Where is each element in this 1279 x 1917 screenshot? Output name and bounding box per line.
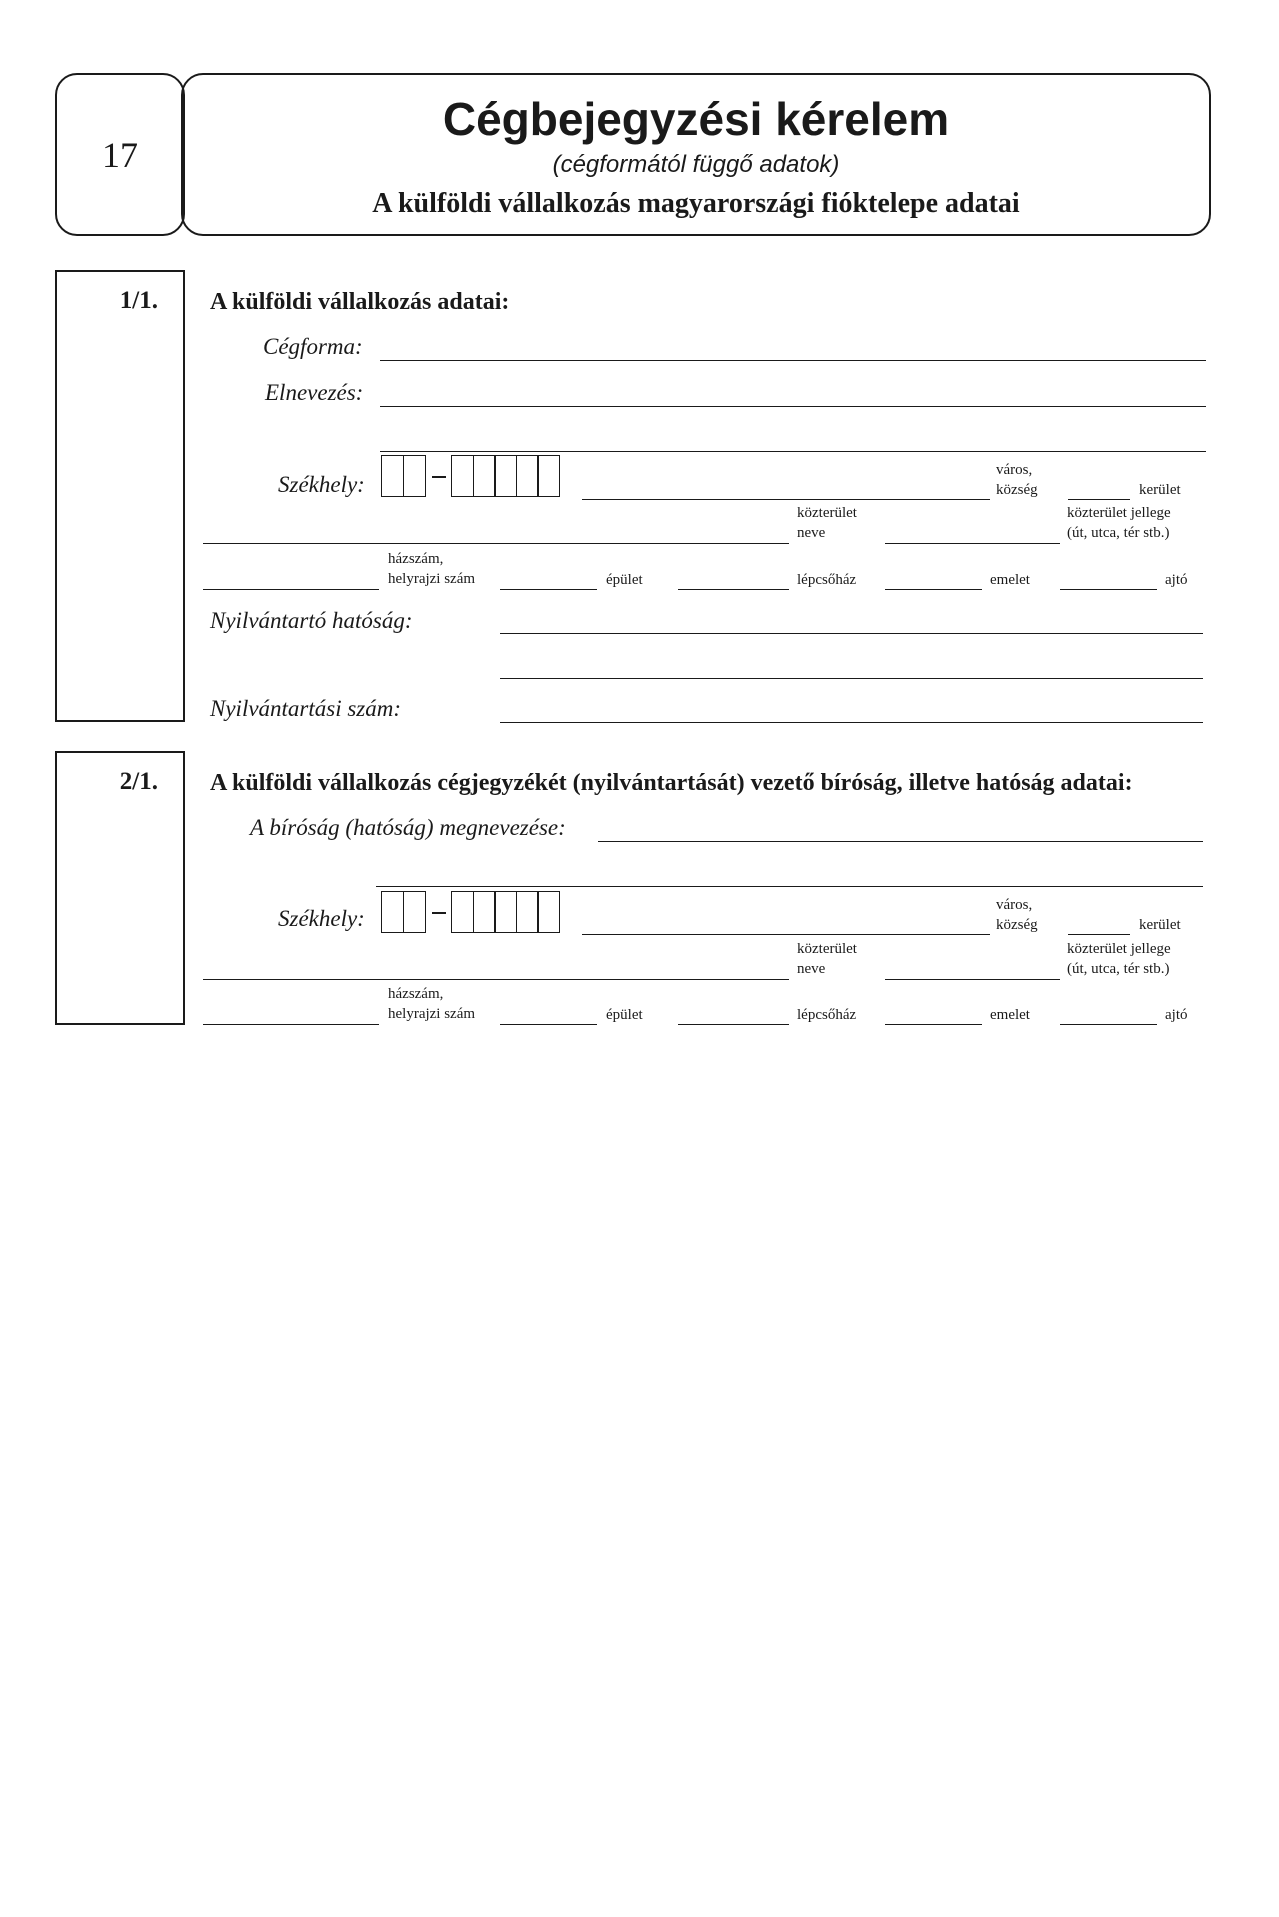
cegforma-label: Cégforma: — [263, 334, 363, 359]
nyilvantartasi-szam-label: Nyilvántartási szám: — [210, 696, 402, 721]
lepcsohaz-field[interactable] — [678, 589, 789, 590]
ajto2-label: ajtó — [1165, 1007, 1188, 1023]
elnevezes-field[interactable] — [380, 406, 1206, 407]
szekhely2-label: Székhely: — [278, 906, 365, 931]
postcode-cell[interactable] — [451, 455, 474, 497]
kozterulet-jellege2-label: közterület jellege (út, utca, tér stb.) — [1067, 941, 1171, 977]
postcode-cells-1[interactable] — [381, 455, 424, 499]
form-number: 17 — [102, 135, 138, 175]
lepcsohaz2-field[interactable] — [678, 1024, 789, 1025]
birosag-field-2[interactable] — [376, 886, 1203, 887]
elnevezes-field-2[interactable] — [380, 451, 1206, 452]
kozterulet-jellege-field[interactable] — [885, 543, 1060, 544]
emelet-field[interactable] — [885, 589, 982, 590]
page-subtitle: (cégformától függő adatok) — [552, 151, 840, 178]
kozterulet-neve-field[interactable] — [203, 543, 789, 544]
birosag-label: A bíróság (hatóság) megnevezése: — [250, 815, 566, 840]
nyilvantarto-field-2[interactable] — [500, 678, 1203, 679]
ajto-field[interactable] — [1060, 589, 1157, 590]
postcode-cell[interactable] — [403, 891, 426, 933]
varos2-field[interactable] — [582, 934, 990, 935]
section2-number: 2/1. — [119, 768, 158, 795]
epulet2-label: épület — [606, 1007, 643, 1023]
hazszam-label: házszám, helyrajzi szám — [388, 551, 476, 587]
kerulet2-field[interactable] — [1068, 934, 1130, 935]
postcode2-cells-2[interactable] — [451, 891, 559, 935]
ajto-label: ajtó — [1165, 572, 1188, 588]
kerulet2-label: kerület — [1139, 917, 1181, 933]
elnevezes-label: Elnevezés: — [265, 380, 364, 405]
kozterulet-jellege2-field[interactable] — [885, 979, 1060, 980]
postcode-cell[interactable] — [516, 891, 539, 933]
nyilvantarto-label: Nyilvántartó hatóság: — [210, 608, 413, 633]
varos-field[interactable] — [582, 499, 990, 500]
epulet2-field[interactable] — [500, 1024, 597, 1025]
hazszam2-label: házszám, helyrajzi szám — [388, 986, 476, 1022]
postcode-cell[interactable] — [494, 891, 517, 933]
postcode-cell[interactable] — [403, 455, 426, 497]
postcode-cell[interactable] — [473, 455, 496, 497]
postcode-cell[interactable] — [494, 455, 517, 497]
postcode2-dash — [432, 912, 446, 914]
postcode-cell[interactable] — [381, 455, 404, 497]
section2-title: A külföldi vállalkozás cégjegyzékét (nyilvántartását) vezető bíróság, illetve hatóság adatai: — [210, 770, 1133, 796]
epulet-field[interactable] — [500, 589, 597, 590]
kerulet-label: kerület — [1139, 482, 1181, 498]
postcode-cell[interactable] — [381, 891, 404, 933]
postcode-cell[interactable] — [451, 891, 474, 933]
emelet2-label: emelet — [990, 1007, 1030, 1023]
postcode-cell[interactable] — [537, 455, 560, 497]
lepcsohaz-label: lépcsőház — [797, 572, 857, 588]
kerulet-field[interactable] — [1068, 499, 1130, 500]
epulet-label: épület — [606, 572, 643, 588]
nyilvantartasi-szam-field[interactable] — [500, 722, 1203, 723]
kozterulet-neve2-field[interactable] — [203, 979, 789, 980]
kozterulet-jellege-label: közterület jellege (út, utca, tér stb.) — [1067, 505, 1171, 541]
postcode-cells-2[interactable] — [451, 455, 559, 499]
ajto2-field[interactable] — [1060, 1024, 1157, 1025]
section1-number: 1/1. — [119, 287, 158, 314]
varos-label: város, község — [996, 462, 1038, 498]
page-title: Cégbejegyzési kérelem — [442, 93, 950, 145]
section1-title: A külföldi vállalkozás adatai: — [210, 289, 510, 315]
page-heading: A külföldi vállalkozás magyarországi fióktelepe adatai — [372, 188, 1020, 219]
nyilvantarto-field[interactable] — [500, 633, 1203, 634]
postcode-dash — [432, 476, 446, 478]
hazszam2-field[interactable] — [203, 1024, 379, 1025]
emelet-label: emelet — [990, 572, 1030, 588]
cegforma-field[interactable] — [380, 360, 1206, 361]
szekhely-label: Székhely: — [278, 472, 365, 497]
postcode-cell[interactable] — [516, 455, 539, 497]
lepcsohaz2-label: lépcsőház — [797, 1007, 857, 1023]
varos2-label: város, község — [996, 897, 1038, 933]
birosag-field[interactable] — [598, 841, 1203, 842]
kozterulet-neve-label: közterület neve — [797, 505, 857, 541]
hazszam-field[interactable] — [203, 589, 379, 590]
postcode-cell[interactable] — [473, 891, 496, 933]
emelet2-field[interactable] — [885, 1024, 982, 1025]
postcode2-cells-1[interactable] — [381, 891, 424, 935]
postcode-cell[interactable] — [537, 891, 560, 933]
kozterulet-neve2-label: közterület neve — [797, 941, 857, 977]
section1-number-box — [55, 270, 185, 722]
